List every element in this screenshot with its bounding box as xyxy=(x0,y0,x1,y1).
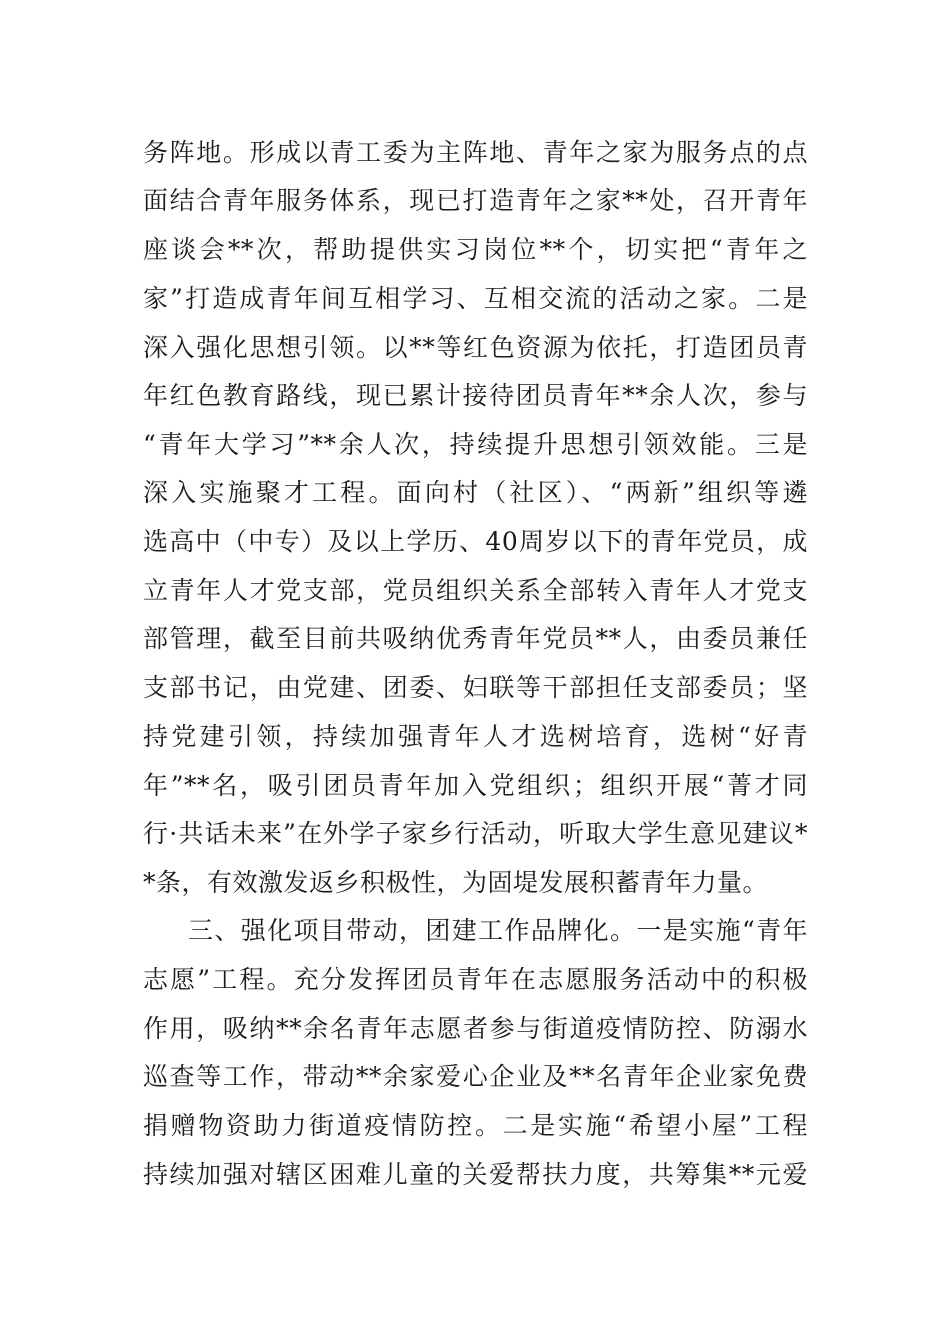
text-line: 立青年人才党支部，党员组织关系全部转入青年人才党支 xyxy=(143,576,808,605)
text-line: 部管理，截至目前共吸纳优秀青年党员**人，由委员兼任 xyxy=(143,624,808,653)
text-line: 年红色教育路线，现已累计接待团员青年**余人次，参与 xyxy=(143,381,808,410)
text-line: 志愿”工程。充分发挥团员青年在志愿服务活动中的积极 xyxy=(143,965,808,994)
text-line: 座谈会**次，帮助提供实习岗位**个，切实把“青年之 xyxy=(143,235,808,264)
text-line: 巡查等工作，带动**余家爱心企业及**名青年企业家免费 xyxy=(143,1062,808,1091)
text-line: 作用，吸纳**余名青年志愿者参与街道疫情防控、防溺水 xyxy=(143,1014,808,1043)
text-line: 年”**名，吸引团员青年加入党组织；组织开展“菁才同 xyxy=(143,771,808,800)
text-line: 深入强化思想引领。以**等红色资源为依托，打造团员青 xyxy=(143,333,808,362)
text-line: 面结合青年服务体系，现已打造青年之家**处，召开青年 xyxy=(143,186,808,215)
text-line: “青年大学习”**余人次，持续提升思想引领效能。三是 xyxy=(143,430,808,459)
text-line: 支部书记，由党建、团委、妇联等干部担任支部委员；坚 xyxy=(143,673,808,702)
paragraph-first-line: 三、强化项目带动，团建工作品牌化。一是实施“青年 xyxy=(188,916,808,945)
text-line: 家”打造成青年间互相学习、互相交流的活动之家。二是 xyxy=(143,284,808,313)
text-line: 行·共话未来”在外学子家乡行活动，听取大学生意见建议* xyxy=(143,819,808,848)
text-line: 捐赠物资助力街道疫情防控。二是实施“希望小屋”工程 xyxy=(143,1111,808,1140)
text-line: 选高中（中专）及以上学历、40周岁以下的青年党员，成 xyxy=(143,527,808,556)
text-line: 持党建引领，持续加强青年人才选树培育，选树“好青 xyxy=(143,722,808,751)
text-line: 持续加强对辖区困难儿童的关爱帮扶力度，共筹集**元爱 xyxy=(143,1160,808,1189)
text-line: 深入实施聚才工程。面向村（社区）、“两新”组织等遴 xyxy=(143,478,808,507)
text-line: 务阵地。形成以青工委为主阵地、青年之家为服务点的点 xyxy=(143,138,808,167)
text-line: *条，有效激发返乡积极性，为固堤发展积蓄青年力量。 xyxy=(143,868,769,897)
